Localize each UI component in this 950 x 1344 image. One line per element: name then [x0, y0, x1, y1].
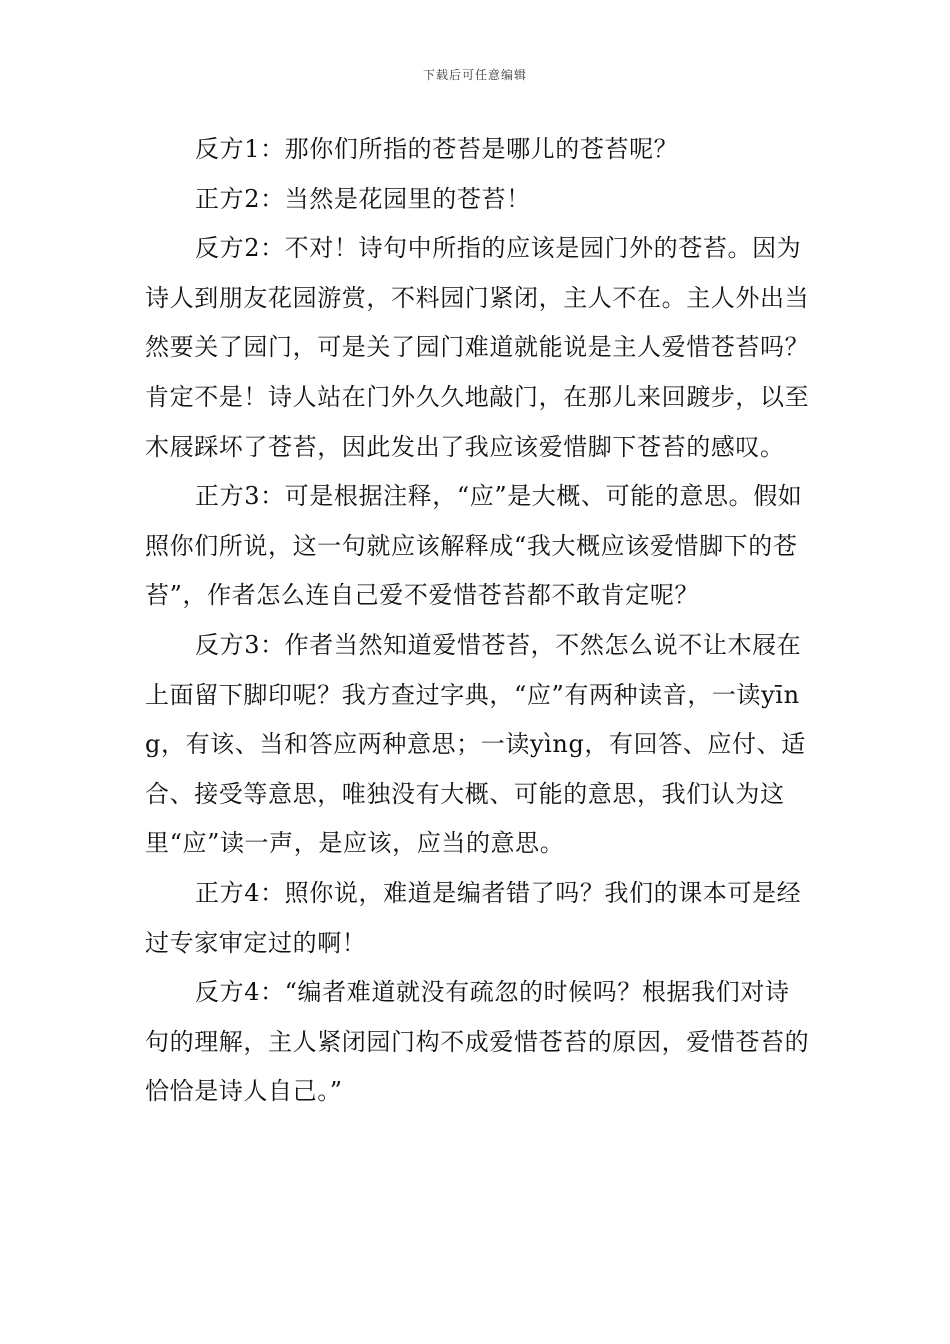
paragraph-5: 反方3：作者当然知道爱惜苍苔，不然怎么说不让木屐在上面留下脚印呢？我方查过字典，“应”有两种读音，一读yīng，有该、当和答应两种意思；一读yìng，有回答、应付、适合、接受等意思，唯独没有大概、可能的意思，我们认为这里“应”读一声，是应该，应当的意思。 [145, 630, 806, 858]
paragraph-6: 正方4：照你说，难道是编者错了吗？我们的课本可是经过专家审定过的啊！ [145, 878, 802, 957]
paragraph-2: 正方2：当然是花园里的苍苔！ [195, 184, 531, 213]
paragraph-3: 反方2：不对！诗句中所指的应该是园门外的苍苔。因为诗人到朋友花园游赏，不料园门紧闭，主人不在。主人外出当然要关了园门，可是关了园门难道就能说是主人爱惜苍苔吗？肯定不是！诗人站在门外久久地敲门，在那儿来回踱步，以至木屐踩坏了苍苔，因此发出了我应该爱惜脚下苍苔的感叹。 [145, 234, 810, 461]
page-header: 下载后可任意编辑 [422, 68, 527, 82]
paragraph-4: 正方3：可是根据注释，“应”是大概、可能的意思。假如照你们所说，这一句就应该解释成“我大概应该爱惜脚下的苍苔”，作者怎么连自己爱不爱惜苍苔都不敢肯定呢？ [145, 482, 803, 610]
paragraph-7: 反方4：“编者难道就没有疏忽的时候吗？根据我们对诗句的理解，主人紧闭园门构不成爱惜苍苔的原因，爱惜苍苔的恰恰是诗人自己。” [145, 978, 810, 1106]
document-body [145, 125, 813, 1117]
paragraph-1: 反方1：那你们所指的苍苔是哪儿的苍苔呢？ [195, 135, 679, 163]
